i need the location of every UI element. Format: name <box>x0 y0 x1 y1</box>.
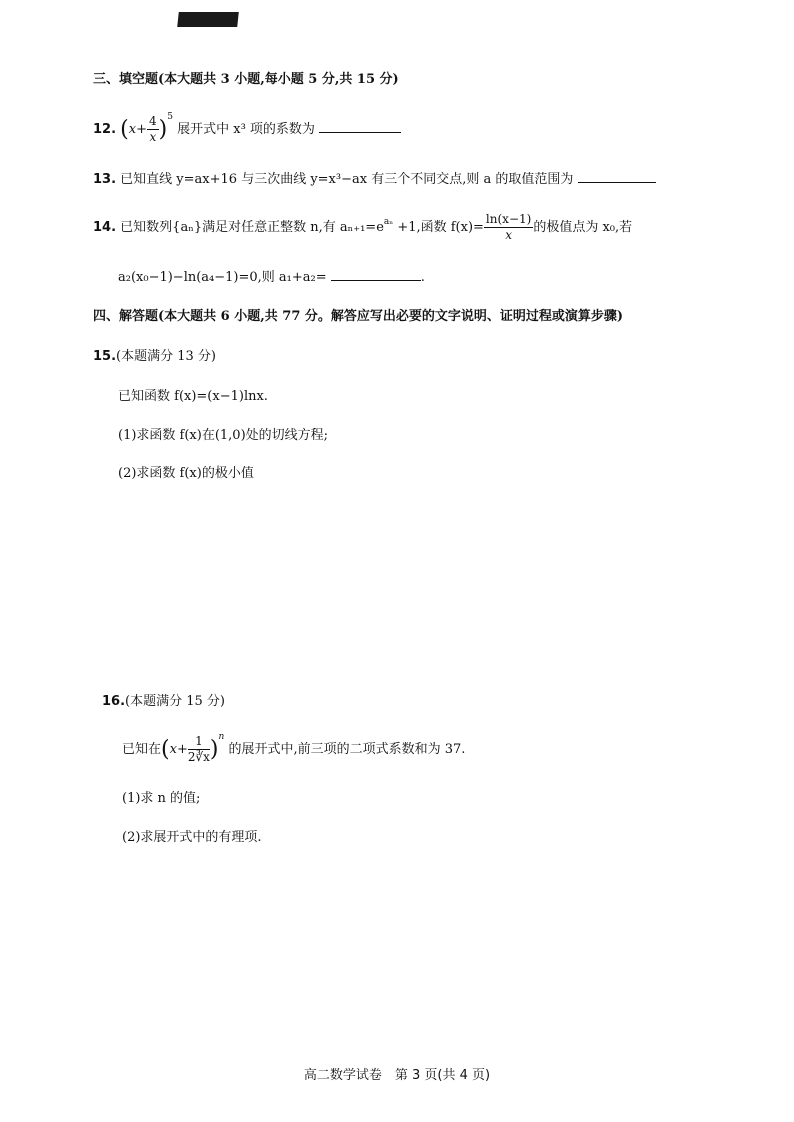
fraction-1-over-2-cbrt-x: $\frac{1}{2∛x}$ <box>187 734 210 764</box>
redaction-mark <box>177 12 239 27</box>
question-15-part1: (1)求函数 f(x)在(1,0)处的切线方程; <box>118 428 329 443</box>
question-14: 14. 已知数列{aₙ}满足对任意正整数 n,有 $a_{n+1}=e^{a_n} +1$,函数 f(x)= $\frac{\ln(x-1)}{x}$ 的极值点为 x₀,若 <box>93 212 633 242</box>
section3-heading: 三、填空题(本大题共 3 小题,每小题 5 分,共 15 分) <box>93 72 399 87</box>
question-16-number: 16. <box>102 694 126 709</box>
question-16-header <box>102 690 225 709</box>
question-13-text: 已知直线 y=ax+16 与三次曲线 y=x³−ax 有三个不同交点,则 a 的取值范围为 <box>120 172 574 187</box>
question-15-number: 15. <box>93 349 117 364</box>
answer-blank-13[interactable] <box>578 170 656 183</box>
answer-blank-14[interactable] <box>331 268 421 281</box>
fraction-ln-over-x: $\frac{\ln(x-1)}{x}$ <box>485 212 532 242</box>
answer-blank-12[interactable] <box>319 120 401 133</box>
question-16-score: (本题满分 15 分) <box>125 694 225 709</box>
page-footer: 高二数学试卷 第 3 页(共 4 页) <box>303 1068 491 1083</box>
question-14-number: 14. <box>93 220 117 235</box>
question-12-text: 展开式中 x³ 项的系数为 <box>177 122 315 137</box>
fraction-4-over-x: $\frac{4}{x}$ <box>149 114 157 144</box>
question-12-number: 12. <box>93 122 117 137</box>
question-16-part2: (2)求展开式中的有理项. <box>122 830 262 845</box>
section4-heading: 四、解答题(本大题共 6 小题,共 77 分。解答应写出必要的文字说明、证明过程或演算步骤) <box>93 309 624 324</box>
question-15-stem: 已知函数 f(x)=(x−1)lnx. <box>118 389 268 404</box>
question-12: 12. (x+ $\frac{4}{x}$ )$^5$ 展开式中 x³ 项的系数为 <box>93 112 401 145</box>
question-15-part2: (2)求函数 f(x)的极小值 <box>118 466 254 481</box>
question-16-stem: 已知在(x+ $\frac{1}{2∛x}$ )$^n$ 的展开式中,前三项的二项式系数和为 37. <box>122 732 466 764</box>
question-15-header <box>93 345 216 364</box>
question-16-part1: (1)求 n 的值; <box>122 791 201 806</box>
question-13-number: 13. <box>93 172 117 187</box>
question-13 <box>93 168 656 187</box>
question-14-line2: a₂(x₀−1)−ln(a₄−1)=0,则 a₁+a₂= . <box>118 270 425 285</box>
question-15-score: (本题满分 13 分) <box>116 349 216 364</box>
